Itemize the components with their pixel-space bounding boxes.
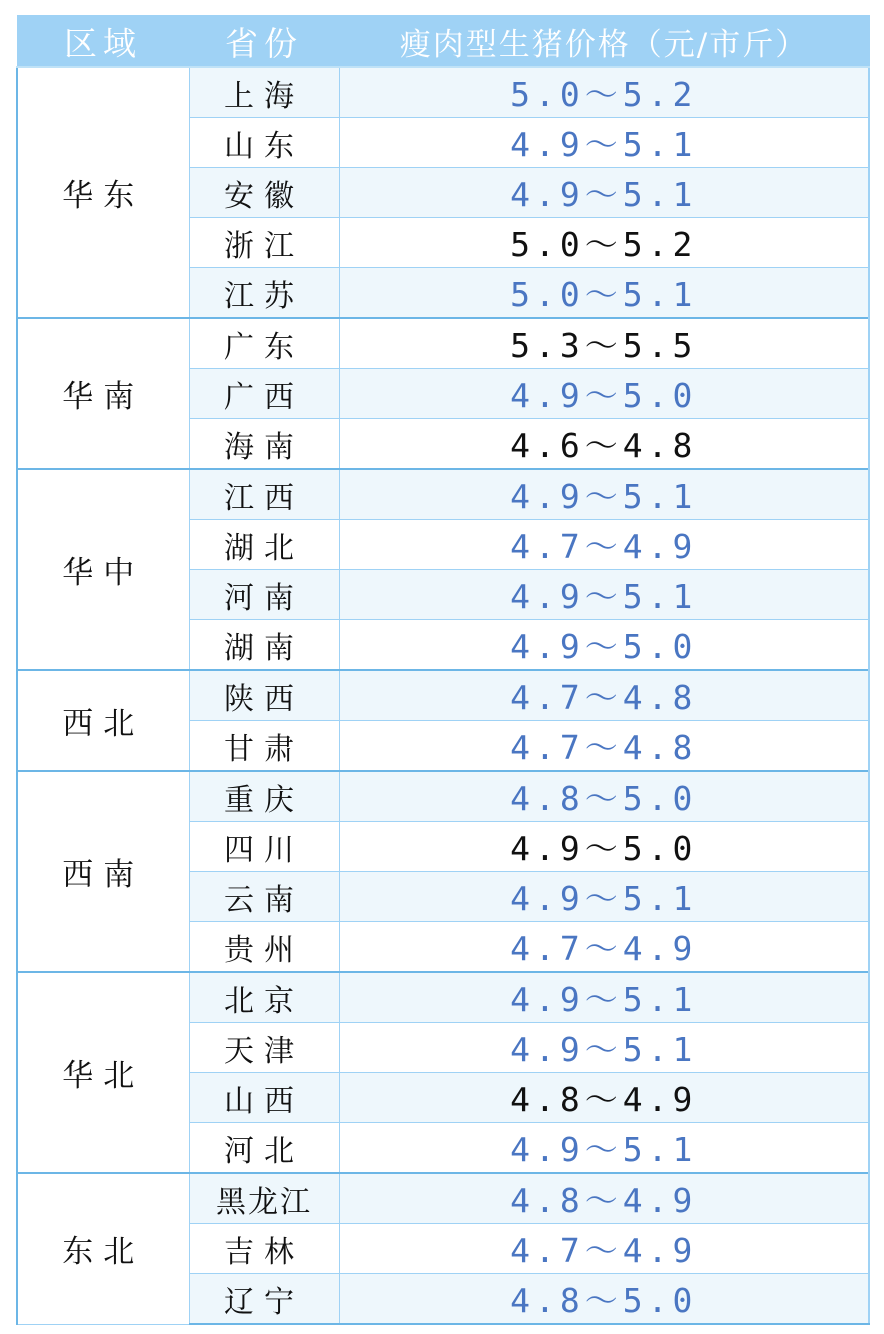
price-cell: 4.9～5.1 (339, 168, 869, 218)
province-cell: 湖北 (189, 520, 339, 570)
region-cell: 东北 (17, 1173, 189, 1324)
province-cell: 云南 (189, 872, 339, 922)
table-header-row (17, 16, 869, 68)
price-cell: 4.6～4.8 (339, 419, 869, 470)
price-cell: 4.8～5.0 (339, 1274, 869, 1325)
table-body (17, 67, 869, 1324)
province-cell: 河北 (189, 1123, 339, 1174)
table-row (17, 469, 869, 520)
price-cell: 4.9～5.1 (339, 570, 869, 620)
province-cell: 广东 (189, 318, 339, 369)
header-province: 省份 (189, 16, 339, 68)
province-cell: 甘肃 (189, 721, 339, 772)
price-cell: 4.9～5.1 (339, 1023, 869, 1073)
price-cell: 4.8～4.9 (339, 1173, 869, 1224)
province-cell: 山东 (189, 118, 339, 168)
province-cell: 江西 (189, 469, 339, 520)
region-cell: 西北 (17, 670, 189, 771)
price-table-container (16, 15, 868, 1325)
province-cell: 北京 (189, 972, 339, 1023)
table-row (17, 670, 869, 721)
province-cell: 四川 (189, 822, 339, 872)
header-price: 瘦肉型生猪价格（元/市斤） (339, 16, 869, 68)
province-cell: 湖南 (189, 620, 339, 671)
province-cell: 河南 (189, 570, 339, 620)
province-cell: 贵州 (189, 922, 339, 973)
province-cell: 辽宁 (189, 1274, 339, 1325)
price-cell: 4.9～5.1 (339, 972, 869, 1023)
price-cell: 4.9～5.1 (339, 1123, 869, 1174)
region-cell: 华北 (17, 972, 189, 1173)
province-cell: 黑龙江 (189, 1173, 339, 1224)
province-cell: 吉林 (189, 1224, 339, 1274)
province-cell: 海南 (189, 419, 339, 470)
table-row (17, 67, 869, 118)
table-row (17, 972, 869, 1023)
price-cell: 4.7～4.9 (339, 1224, 869, 1274)
region-cell: 西南 (17, 771, 189, 972)
table-row (17, 1173, 869, 1224)
price-cell: 5.0～5.1 (339, 268, 869, 319)
province-cell: 江苏 (189, 268, 339, 319)
province-cell: 上海 (189, 67, 339, 118)
province-cell: 陕西 (189, 670, 339, 721)
price-cell: 4.7～4.9 (339, 922, 869, 973)
province-cell: 安徽 (189, 168, 339, 218)
price-cell: 4.9～5.0 (339, 620, 869, 671)
price-cell: 5.3～5.5 (339, 318, 869, 369)
price-cell: 4.9～5.0 (339, 822, 869, 872)
province-cell: 浙江 (189, 218, 339, 268)
table-row (17, 771, 869, 822)
table-row (17, 318, 869, 369)
region-cell: 华东 (17, 67, 189, 318)
province-cell: 山西 (189, 1073, 339, 1123)
price-cell: 4.7～4.8 (339, 670, 869, 721)
province-cell: 重庆 (189, 771, 339, 822)
province-cell: 广西 (189, 369, 339, 419)
price-cell: 4.7～4.8 (339, 721, 869, 772)
price-cell: 4.9～5.1 (339, 872, 869, 922)
price-cell: 4.9～5.1 (339, 469, 869, 520)
price-cell: 4.9～5.1 (339, 118, 869, 168)
price-cell: 4.7～4.9 (339, 520, 869, 570)
region-cell: 华中 (17, 469, 189, 670)
price-cell: 4.8～4.9 (339, 1073, 869, 1123)
price-cell: 5.0～5.2 (339, 218, 869, 268)
price-cell: 5.0～5.2 (339, 67, 869, 118)
price-cell: 4.8～5.0 (339, 771, 869, 822)
header-region: 区域 (17, 16, 189, 68)
price-cell: 4.9～5.0 (339, 369, 869, 419)
hog-price-table (16, 15, 870, 1325)
region-cell: 华南 (17, 318, 189, 469)
province-cell: 天津 (189, 1023, 339, 1073)
